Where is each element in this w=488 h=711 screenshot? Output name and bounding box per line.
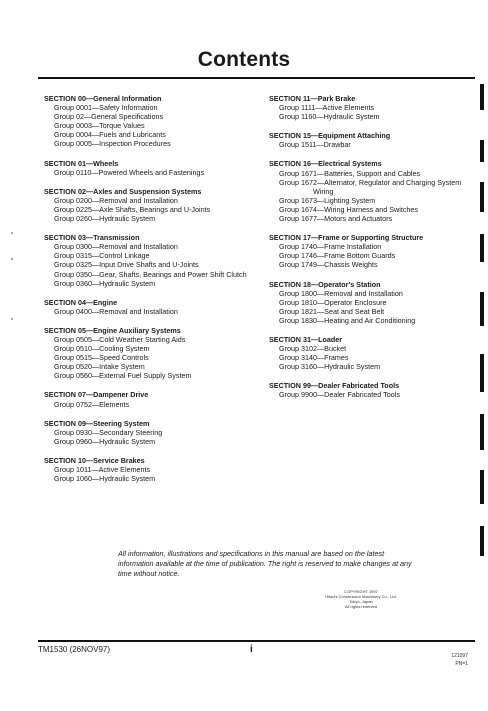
edge-tab bbox=[480, 292, 484, 326]
date-code: 121097 bbox=[451, 653, 468, 659]
group-entry: Group 02—General Specifications bbox=[54, 112, 164, 122]
group-entry: Group 3140—Frames bbox=[279, 353, 349, 363]
group-entry: Group 0515—Speed Controls bbox=[54, 353, 149, 363]
edge-tab bbox=[480, 414, 484, 450]
page-title: Contents bbox=[197, 48, 291, 71]
group-entry: Group 1111—Active Elements bbox=[279, 103, 375, 113]
notice-text: All information, illustrations and specifications in this manual are based on the latest information available at the time of publication. The right is reserved to make changes at any time without notice. bbox=[118, 549, 412, 578]
section-heading: SECTION 04—Engine bbox=[44, 297, 118, 307]
group-entry: Group 1746—Frame Bottom Guards bbox=[279, 251, 396, 261]
edge-tab bbox=[480, 470, 484, 504]
group-entry: Group 1511—Drawbar bbox=[279, 140, 351, 150]
toc-section bbox=[269, 280, 475, 325]
section-heading: SECTION 10—Service Brakes bbox=[44, 455, 145, 465]
copyright-line: COPYRIGHT 1997 bbox=[344, 589, 378, 594]
contents-right-column bbox=[269, 94, 475, 410]
contents-left-column bbox=[44, 94, 256, 493]
copyright-line: All rights reserved bbox=[344, 604, 377, 609]
group-entry: Group 0300—Removal and Installation bbox=[54, 242, 178, 252]
group-entry: Group 0200—Removal and Installation bbox=[54, 195, 178, 205]
section-heading: SECTION 01—Wheels bbox=[44, 158, 119, 168]
group-entry: Group 3160—Hydraulic System bbox=[279, 362, 381, 372]
section-heading: SECTION 99—Dealer Fabricated Tools bbox=[269, 381, 400, 391]
toc-section bbox=[269, 335, 475, 371]
edge-tab bbox=[480, 182, 484, 212]
edge-tab bbox=[480, 84, 484, 110]
group-entry: Group 0325—Input Drive Shafts and U-Joints bbox=[54, 260, 199, 270]
toc-section bbox=[269, 131, 475, 149]
section-heading: SECTION 16—Electrical Systems bbox=[269, 159, 382, 169]
binding-hole bbox=[11, 258, 13, 260]
toc-section bbox=[44, 94, 256, 149]
group-entry: Group 0225—Axle Shafts, Bearings and U-Joints bbox=[54, 204, 211, 214]
group-entry: Group 1673—Lighting System bbox=[279, 195, 376, 205]
group-entry: Group 0003—Torque Values bbox=[54, 121, 145, 131]
title-rule bbox=[38, 77, 475, 79]
copyright-block bbox=[296, 589, 426, 609]
group-entry: Group 1672—Alternator, Regulator and Charging System Wiring bbox=[279, 177, 462, 196]
edge-tab bbox=[480, 354, 484, 392]
section-heading: SECTION 15—Equipment Attaching bbox=[269, 131, 391, 141]
toc-section bbox=[44, 456, 256, 483]
copyright-line: Hitachi Construction Machinery Co., Ltd. bbox=[325, 594, 397, 599]
group-entry: Group 1674—Wiring Harness and Switches bbox=[279, 204, 419, 214]
group-entry: Group 0260—Hydraulic System bbox=[54, 214, 156, 224]
toc-section bbox=[269, 159, 475, 223]
group-entry: Group 1830—Heating and Air Conditioning bbox=[279, 315, 416, 325]
page-number: i bbox=[250, 644, 253, 655]
toc-section bbox=[44, 159, 256, 177]
group-entry: Group 0510—Cooling System bbox=[54, 344, 150, 354]
group-entry: Group 1800—Removal and Installation bbox=[279, 288, 403, 298]
group-entry: Group 9900—Dealer Fabricated Tools bbox=[279, 390, 400, 400]
toc-section bbox=[269, 233, 475, 269]
group-entry: Group 1810—Operator Enclosure bbox=[279, 297, 387, 307]
copyright-line: Tokyo, Japan bbox=[349, 599, 373, 604]
group-entry: Group 0110—Powered Wheels and Fastenings bbox=[54, 167, 205, 177]
group-entry: Group 0505—Cold Weather Starting Aids bbox=[54, 334, 186, 344]
footer-rule bbox=[38, 640, 475, 642]
group-entry: Group 0360—Hydraulic System bbox=[54, 278, 156, 288]
group-entry: Group 0560—External Fuel Supply System bbox=[54, 371, 192, 381]
group-entry: Group 1060—Hydraulic System bbox=[54, 474, 156, 484]
group-entry: Group 1671—Batteries, Support and Cables bbox=[279, 168, 421, 178]
group-entry: Group 0752—Elements bbox=[54, 399, 130, 409]
toc-section bbox=[44, 419, 256, 446]
section-heading: SECTION 02—Axles and Suspension Systems bbox=[44, 186, 202, 196]
group-entry: Group 0520—Intake System bbox=[54, 362, 145, 372]
section-heading: SECTION 05—Engine Auxiliary Systems bbox=[44, 325, 181, 335]
toc-section bbox=[44, 298, 256, 316]
group-entry: Group 3102—Bucket bbox=[279, 344, 347, 354]
section-heading: SECTION 31—Loader bbox=[269, 334, 343, 344]
toc-section bbox=[269, 381, 475, 399]
group-entry: Group 0001—Safety Information bbox=[54, 103, 158, 113]
pn-code: PN=1 bbox=[455, 661, 468, 667]
section-heading: SECTION 09—Steering System bbox=[44, 418, 150, 428]
group-entry: Group 1160—Hydraulic System bbox=[279, 112, 380, 122]
group-entry: Group 1740—Frame Installation bbox=[279, 242, 382, 252]
footer-codes bbox=[451, 652, 468, 668]
binding-hole bbox=[11, 232, 13, 234]
group-entry: Group 1821—Seat and Seat Belt bbox=[279, 306, 385, 316]
group-entry: Group 0004—Fuels and Lubricants bbox=[54, 130, 166, 140]
manual-id: TM1530 (26NOV97) bbox=[38, 645, 111, 654]
group-entry: Group 0005—Inspection Procedures bbox=[54, 139, 171, 149]
toc-section bbox=[44, 187, 256, 223]
edge-tab bbox=[480, 234, 484, 262]
edge-tab bbox=[480, 526, 484, 556]
section-heading: SECTION 00—General Information bbox=[44, 94, 162, 103]
binding-hole bbox=[11, 318, 13, 320]
group-entry: Group 0400—Removal and Installation bbox=[54, 306, 178, 316]
section-heading: SECTION 17—Frame or Supporting Structure bbox=[269, 233, 424, 243]
section-heading: SECTION 07—Dampener Drive bbox=[44, 390, 149, 400]
section-heading: SECTION 11—Park Brake bbox=[269, 94, 356, 103]
toc-section bbox=[44, 390, 256, 408]
group-entry: Group 1011—Active Elements bbox=[54, 465, 151, 474]
edge-tab bbox=[480, 140, 484, 162]
toc-section bbox=[269, 94, 475, 121]
group-entry: Group 0960—Hydraulic System bbox=[54, 436, 156, 446]
section-heading: SECTION 03—Transmission bbox=[44, 233, 140, 243]
group-entry: Group 0930—Secondary Steering bbox=[54, 427, 163, 437]
group-entry: Group 1749—Chassis Weights bbox=[279, 260, 378, 270]
group-entry: Group 0350—Gear, Shafts, Bearings and Power Shift Clutch bbox=[54, 269, 247, 279]
group-entry: Group 0315—Control Linkage bbox=[54, 251, 150, 261]
toc-section bbox=[44, 326, 256, 381]
section-heading: SECTION 18—Operator's Station bbox=[269, 279, 381, 289]
toc-section bbox=[44, 233, 256, 288]
group-entry: Group 1677—Motors and Actuators bbox=[279, 214, 393, 224]
